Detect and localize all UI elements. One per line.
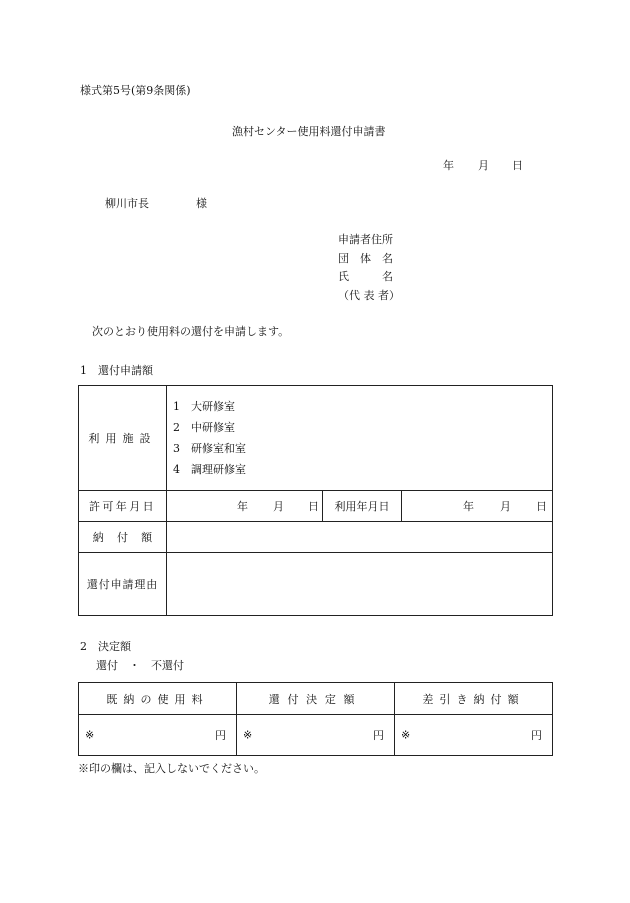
decision-amount-table bbox=[78, 682, 553, 756]
facility-list bbox=[173, 396, 552, 480]
header-paid-fee: 既納の使用料 bbox=[106, 692, 209, 706]
net-payment-unit: 円 bbox=[531, 729, 542, 742]
decision-value-row bbox=[79, 715, 553, 756]
refund-application-table bbox=[78, 385, 553, 616]
applicant-organization-label: 団 体 名 bbox=[338, 251, 393, 265]
use-day-unit: 日 bbox=[536, 500, 547, 513]
decision-text: 還付 ・ 不還付 bbox=[96, 659, 184, 672]
footnote: ※印の欄は、記入しないでください。 bbox=[78, 762, 265, 775]
permit-date-label: 許可年月日 bbox=[88, 500, 157, 513]
payment-label-cell bbox=[79, 522, 167, 553]
header-paid-fee-cell bbox=[79, 683, 237, 715]
permit-year-unit: 年 bbox=[237, 500, 248, 513]
paid-fee-value-cell bbox=[79, 715, 237, 756]
addressee-name: 柳川市長 bbox=[105, 197, 149, 210]
reason-label-cell bbox=[79, 553, 167, 616]
section2-heading: 2 決定額 bbox=[80, 640, 131, 653]
permit-month-unit: 月 bbox=[273, 500, 284, 513]
date-year-label: 年 bbox=[443, 159, 454, 172]
payment-label: 納付額 bbox=[92, 531, 166, 544]
payment-row bbox=[79, 522, 553, 553]
permit-date-value-cell bbox=[167, 491, 323, 522]
use-year-unit: 年 bbox=[463, 500, 474, 513]
use-date-label-cell bbox=[323, 491, 402, 522]
payment-value-cell bbox=[167, 522, 553, 553]
header-refund-amount: 還付決定額 bbox=[268, 692, 363, 706]
facility-option-4: 4 調理研修室 bbox=[173, 463, 246, 476]
reason-label: 還付申請理由 bbox=[86, 578, 159, 591]
reason-value-cell bbox=[167, 553, 553, 616]
facility-label-cell bbox=[79, 386, 167, 491]
paid-fee-unit: 円 bbox=[215, 729, 226, 742]
net-payment-mark: ※ bbox=[401, 728, 411, 742]
intro-text: 次のとおり使用料の還付を申請します。 bbox=[92, 325, 290, 338]
addressee-honorific: 様 bbox=[196, 197, 207, 210]
applicant-address-label: 申請者住所 bbox=[338, 233, 393, 246]
facility-option-2: 2 中研修室 bbox=[173, 421, 235, 434]
header-net-payment: 差引き納付額 bbox=[422, 692, 525, 706]
permit-date-label-cell bbox=[79, 491, 167, 522]
header-refund-amount-cell bbox=[237, 683, 395, 715]
paid-fee-mark: ※ bbox=[85, 728, 95, 742]
refund-amount-value-cell bbox=[237, 715, 395, 756]
use-date-value-cell bbox=[402, 491, 553, 522]
facility-option-3: 3 研修室和室 bbox=[173, 442, 246, 455]
facility-option-1: 1 大研修室 bbox=[173, 400, 235, 413]
section1-heading: 1 還付申請額 bbox=[80, 364, 153, 377]
dates-row bbox=[79, 491, 553, 522]
form-number: 様式第5号(第9条関係) bbox=[80, 84, 191, 97]
facility-label: 利用施設 bbox=[88, 432, 157, 445]
facility-options-cell bbox=[167, 386, 553, 491]
net-payment-value-cell bbox=[395, 715, 553, 756]
decision-header-row bbox=[79, 683, 553, 715]
use-date-label: 利用年月日 bbox=[334, 500, 390, 513]
date-day-label: 日 bbox=[512, 159, 523, 172]
applicant-representative-label: （代 表 者） bbox=[338, 288, 400, 302]
applicant-block bbox=[338, 231, 400, 305]
applicant-name-label: 氏 名 bbox=[338, 270, 393, 283]
permit-day-unit: 日 bbox=[308, 500, 319, 513]
date-month-label: 月 bbox=[478, 159, 489, 172]
refund-amount-unit: 円 bbox=[373, 729, 384, 742]
refund-amount-mark: ※ bbox=[243, 728, 253, 742]
form-title: 漁村センター使用料還付申請書 bbox=[232, 125, 386, 138]
reason-row bbox=[79, 553, 553, 616]
header-net-payment-cell bbox=[395, 683, 553, 715]
use-month-unit: 月 bbox=[500, 500, 511, 513]
facility-row bbox=[79, 386, 553, 491]
